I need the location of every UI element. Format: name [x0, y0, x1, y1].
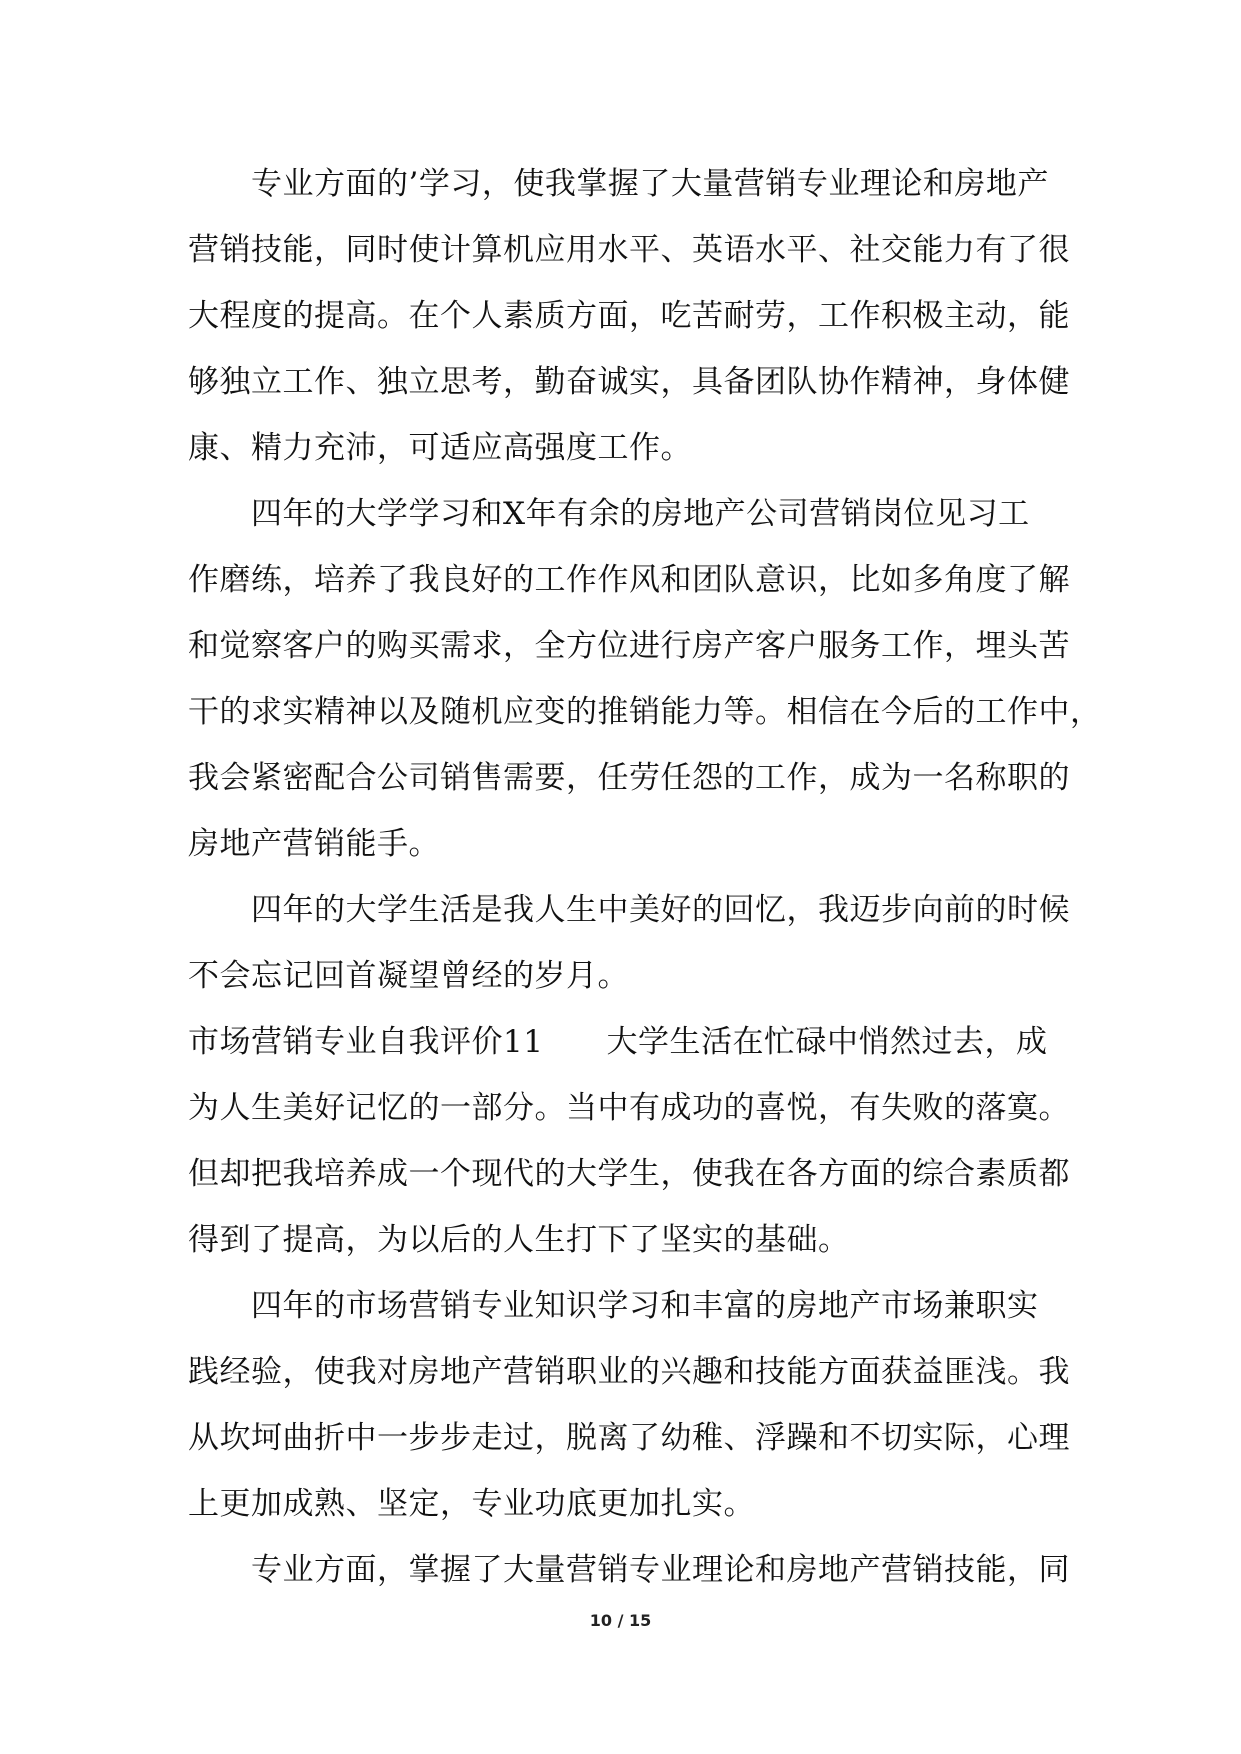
text-line: 干的求实精神以及随机应变的推销能力等。相信在今后的工作中，	[188, 694, 1102, 730]
text-line: 上更加成熟、坚定，专业功底更加扎实。	[188, 1486, 755, 1522]
text-line: 大程度的提高。在个人素质方面，吃苦耐劳，工作积极主动，能	[188, 298, 1070, 334]
text-line: 为人生美好记忆的一部分。当中有成功的喜悦，有失败的落寞。	[188, 1090, 1070, 1126]
text-line: 市场营销专业自我评价11 大学生活在忙碌中悄然过去，成	[188, 1024, 1048, 1060]
text-line: 专业方面的’学习，使我掌握了大量营销专业理论和房地产	[188, 166, 1049, 202]
text-line: 房地产营销能手。	[188, 826, 440, 862]
text-line: 专业方面，掌握了大量营销专业理论和房地产营销技能，同	[188, 1552, 1070, 1588]
text-line: 我会紧密配合公司销售需要，任劳任怨的工作，成为一名称职的	[188, 760, 1070, 796]
text-line: 四年的大学生活是我人生中美好的回忆，我迈步向前的时候	[188, 892, 1070, 928]
page-number: 10 / 15	[589, 1611, 652, 1630]
text-line: 够独立工作、独立思考，勤奋诚实，具备团队协作精神，身体健	[188, 364, 1070, 400]
text-line: 康、精力充沛，可适应高强度工作。	[188, 430, 692, 466]
text-line: 四年的大学学习和X年有余的房地产公司营销岗位见习工	[188, 496, 1030, 532]
text-line: 践经验，使我对房地产营销职业的兴趣和技能方面获益匪浅。我	[188, 1354, 1070, 1390]
text-line: 不会忘记回首凝望曾经的岁月。	[188, 958, 629, 994]
text-line: 营销技能，同时使计算机应用水平、英语水平、社交能力有了很	[188, 232, 1070, 268]
text-line: 得到了提高，为以后的人生打下了坚实的基础。	[188, 1222, 850, 1258]
text-line: 作磨练，培养了我良好的工作作风和团队意识，比如多角度了解	[188, 562, 1070, 598]
text-line: 从坎坷曲折中一步步走过，脱离了幼稚、浮躁和不切实际，心理	[188, 1420, 1070, 1456]
text-line: 和觉察客户的购买需求，全方位进行房产客户服务工作，埋头苦	[188, 628, 1070, 664]
text-line: 四年的市场营销专业知识学习和丰富的房地产市场兼职实	[188, 1288, 1039, 1324]
text-line: 但却把我培养成一个现代的大学生，使我在各方面的综合素质都	[188, 1156, 1070, 1192]
